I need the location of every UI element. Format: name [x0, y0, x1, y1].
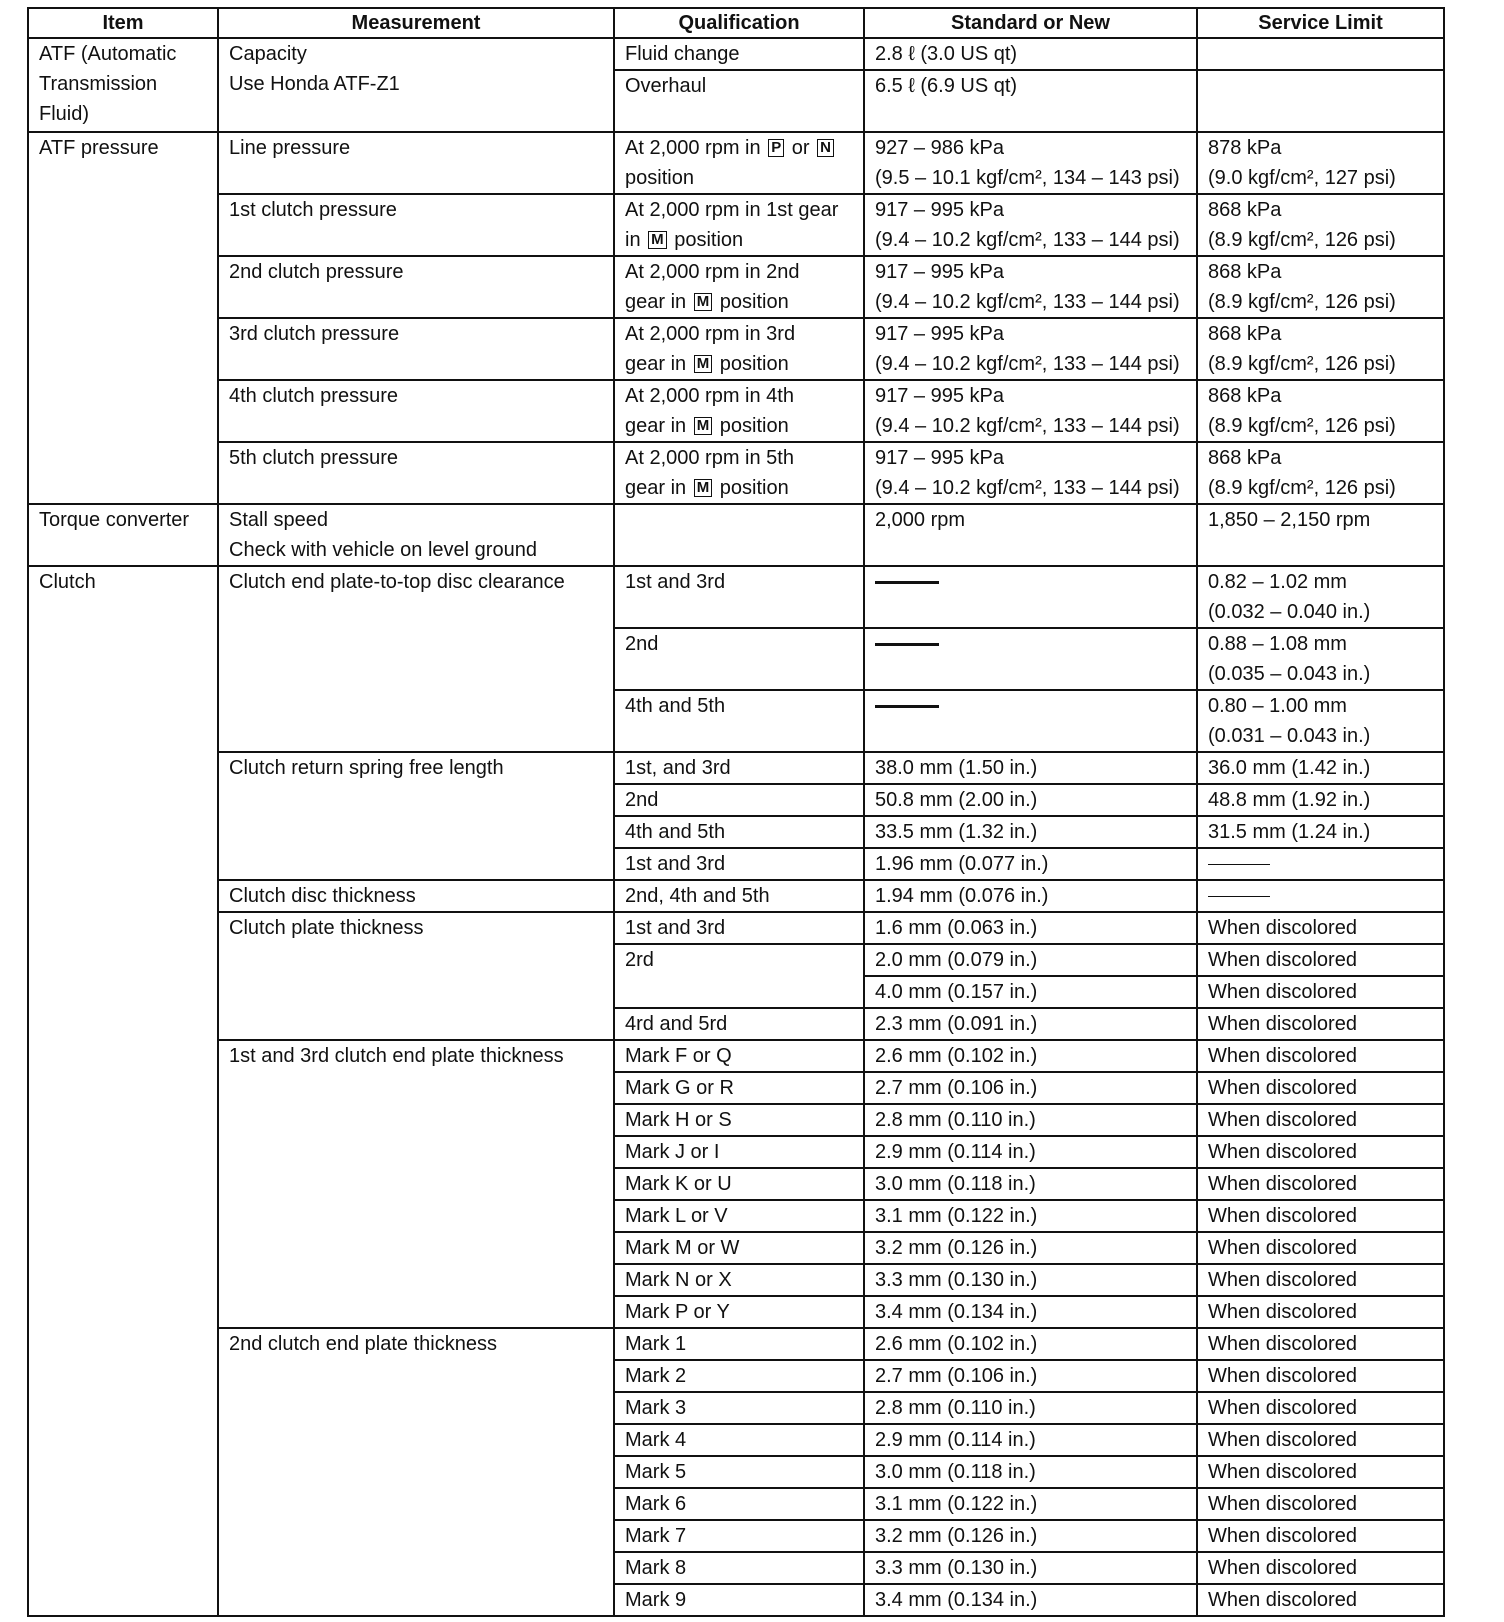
- limit-cell: [1197, 628, 1444, 690]
- qualification-cell: 2nd: [614, 628, 864, 690]
- qualification-text: or: [791, 137, 810, 159]
- standard-line: 917 – 995 kPa: [875, 447, 1004, 469]
- limit-line: 868 kPa: [1208, 261, 1282, 283]
- qualification-cell: [614, 442, 864, 504]
- qualification-line: position: [625, 167, 694, 189]
- standard-cell: 3.2 mm (0.126 in.): [864, 1520, 1197, 1552]
- measurement-cell: 2nd clutch end plate thickness: [218, 1328, 614, 1616]
- measurement-cell: Clutch end plate-to-top disc clearance: [218, 566, 614, 752]
- qualification-cell: Mark 3: [614, 1392, 864, 1424]
- limit-line: (0.035 – 0.043 in.): [1208, 663, 1371, 685]
- standard-line: 917 – 995 kPa: [875, 385, 1004, 407]
- item-atf-line: Fluid): [39, 103, 90, 125]
- qualification-cell: [614, 504, 864, 566]
- qualification-text: gear in: [625, 415, 687, 437]
- limit-line: 868 kPa: [1208, 447, 1282, 469]
- standard-line: (9.4 – 10.2 kgf/cm², 133 – 144 psi): [875, 353, 1180, 375]
- qualification-line: [625, 473, 853, 503]
- qualification-text: position: [719, 353, 789, 375]
- qualification-line: At 2,000 rpm in 4th: [625, 385, 794, 407]
- standard-cell: [864, 380, 1197, 442]
- qualification-text: gear in: [625, 291, 687, 313]
- qualification-cell: 2nd: [614, 784, 864, 816]
- item-atf: [28, 38, 218, 132]
- standard-cell: [864, 566, 1197, 628]
- qualification-text: position: [719, 477, 789, 499]
- p-position-icon: P: [768, 139, 784, 157]
- standard-line: (9.5 – 10.1 kgf/cm², 134 – 143 psi): [875, 167, 1180, 189]
- measurement-cell: 2nd clutch pressure: [218, 256, 614, 318]
- standard-cell: [864, 256, 1197, 318]
- standard-cell: 38.0 mm (1.50 in.): [864, 752, 1197, 784]
- standard-cell: [864, 442, 1197, 504]
- measurement-cell: Clutch disc thickness: [218, 880, 614, 912]
- limit-cell: When discolored: [1197, 1424, 1444, 1456]
- measurement-line: Use Honda ATF-Z1: [229, 73, 400, 95]
- standard-line: (9.4 – 10.2 kgf/cm², 133 – 144 psi): [875, 415, 1180, 437]
- standard-cell: 3.4 mm (0.134 in.): [864, 1296, 1197, 1328]
- limit-cell: 36.0 mm (1.42 in.): [1197, 752, 1444, 784]
- standard-cell: 2.0 mm (0.079 in.): [864, 944, 1197, 976]
- qualification-cell: Fluid change: [614, 38, 864, 70]
- limit-cell: [1197, 318, 1444, 380]
- qualification-cell: Mark L or V: [614, 1200, 864, 1232]
- standard-cell: 50.8 mm (2.00 in.): [864, 784, 1197, 816]
- standard-cell: 3.0 mm (0.118 in.): [864, 1456, 1197, 1488]
- header-row: [28, 8, 1444, 38]
- qualification-cell: Mark N or X: [614, 1264, 864, 1296]
- standard-cell: 3.1 mm (0.122 in.): [864, 1200, 1197, 1232]
- standard-cell: 3.0 mm (0.118 in.): [864, 1168, 1197, 1200]
- qualification-line: [625, 133, 853, 163]
- qualification-line: At 2,000 rpm in 2nd: [625, 261, 800, 283]
- standard-cell: 2.7 mm (0.106 in.): [864, 1072, 1197, 1104]
- qualification-text: position: [719, 291, 789, 313]
- measurement-capacity: [218, 38, 614, 132]
- qualification-cell: Mark 8: [614, 1552, 864, 1584]
- limit-line: (8.9 kgf/cm², 126 psi): [1208, 229, 1396, 251]
- standard-cell: 3.3 mm (0.130 in.): [864, 1264, 1197, 1296]
- standard-line: (9.4 – 10.2 kgf/cm², 133 – 144 psi): [875, 229, 1180, 251]
- measurement-cell: Clutch return spring free length: [218, 752, 614, 880]
- limit-cell: When discolored: [1197, 1296, 1444, 1328]
- m-position-icon: M: [648, 231, 667, 249]
- limit-cell: When discolored: [1197, 912, 1444, 944]
- qualification-cell: Mark H or S: [614, 1104, 864, 1136]
- limit-cell: 31.5 mm (1.24 in.): [1197, 816, 1444, 848]
- limit-cell: When discolored: [1197, 1328, 1444, 1360]
- item-torque-converter: Torque converter: [28, 504, 218, 566]
- limit-cell: When discolored: [1197, 1008, 1444, 1040]
- limit-cell: [1197, 442, 1444, 504]
- limit-cell: 48.8 mm (1.92 in.): [1197, 784, 1444, 816]
- item-atf-line: ATF (Automatic: [39, 43, 177, 65]
- header-standard: Standard or New: [864, 8, 1197, 38]
- measurement-cell: 4th clutch pressure: [218, 380, 614, 442]
- qualification-line: At 2,000 rpm in 5th: [625, 447, 794, 469]
- limit-cell: When discolored: [1197, 1360, 1444, 1392]
- qualification-cell: Mark 5: [614, 1456, 864, 1488]
- item-atf-pressure: ATF pressure: [28, 132, 218, 504]
- qualification-cell: 1st and 3rd: [614, 848, 864, 880]
- standard-cell: [864, 690, 1197, 752]
- measurement-cell: 3rd clutch pressure: [218, 318, 614, 380]
- limit-cell: When discolored: [1197, 1264, 1444, 1296]
- limit-cell: [1197, 256, 1444, 318]
- table-row: [28, 380, 1444, 442]
- table-row: [28, 38, 1444, 70]
- standard-cell: 3.2 mm (0.126 in.): [864, 1232, 1197, 1264]
- measurement-cell: [218, 504, 614, 566]
- m-position-icon: M: [694, 479, 713, 497]
- measurement-cell: 1st clutch pressure: [218, 194, 614, 256]
- qualification-cell: Mark 2: [614, 1360, 864, 1392]
- standard-cell: 4.0 mm (0.157 in.): [864, 976, 1197, 1008]
- standard-line: 917 – 995 kPa: [875, 199, 1004, 221]
- table-row: [28, 318, 1444, 380]
- limit-cell: 1,850 – 2,150 rpm: [1197, 504, 1444, 566]
- dash-mark: [875, 705, 939, 708]
- limit-cell: When discolored: [1197, 1552, 1444, 1584]
- qualification-cell: [614, 132, 864, 194]
- standard-line: 917 – 995 kPa: [875, 323, 1004, 345]
- table-row: [28, 132, 1444, 194]
- standard-cell: [864, 318, 1197, 380]
- qualification-cell: Mark J or I: [614, 1136, 864, 1168]
- qualification-text: in: [625, 229, 641, 251]
- dash-mark: [1208, 896, 1270, 898]
- qualification-cell: 4rd and 5rd: [614, 1008, 864, 1040]
- limit-cell: When discolored: [1197, 1168, 1444, 1200]
- qualification-cell: Mark 4: [614, 1424, 864, 1456]
- table-row: [28, 504, 1444, 566]
- n-position-icon: N: [817, 139, 834, 157]
- header-item: Item: [28, 8, 218, 38]
- header-qualification: Qualification: [614, 8, 864, 38]
- qualification-cell: 2rd: [614, 944, 864, 1008]
- limit-cell: When discolored: [1197, 1232, 1444, 1264]
- qualification-text: gear in: [625, 477, 687, 499]
- standard-cell: [864, 628, 1197, 690]
- qualification-text: At 2,000 rpm in: [625, 137, 761, 159]
- limit-line: 868 kPa: [1208, 323, 1282, 345]
- measurement-line: Stall speed: [229, 509, 328, 531]
- standard-cell: [864, 194, 1197, 256]
- qualification-text: position: [674, 229, 744, 251]
- limit-cell: When discolored: [1197, 1040, 1444, 1072]
- limit-line: (8.9 kgf/cm², 126 psi): [1208, 415, 1396, 437]
- qualification-cell: Mark 1: [614, 1328, 864, 1360]
- standard-line: 917 – 995 kPa: [875, 261, 1004, 283]
- limit-line: 0.80 – 1.00 mm: [1208, 695, 1347, 717]
- limit-cell: When discolored: [1197, 1520, 1444, 1552]
- qualification-cell: [614, 380, 864, 442]
- standard-cell: 3.1 mm (0.122 in.): [864, 1488, 1197, 1520]
- header-service-limit: Service Limit: [1197, 8, 1444, 38]
- measurement-line: Capacity: [229, 43, 307, 65]
- limit-cell: When discolored: [1197, 1584, 1444, 1616]
- measurement-cell: Clutch plate thickness: [218, 912, 614, 1040]
- limit-cell: [1197, 380, 1444, 442]
- limit-cell: [1197, 690, 1444, 752]
- standard-cell: 1.94 mm (0.076 in.): [864, 880, 1197, 912]
- qualification-line: [625, 349, 853, 379]
- limit-cell: When discolored: [1197, 976, 1444, 1008]
- limit-cell: When discolored: [1197, 1200, 1444, 1232]
- limit-line: (8.9 kgf/cm², 126 psi): [1208, 353, 1396, 375]
- qualification-cell: 4th and 5th: [614, 690, 864, 752]
- qualification-cell: Mark M or W: [614, 1232, 864, 1264]
- standard-cell: 6.5 ℓ (6.9 US qt): [864, 70, 1197, 132]
- standard-cell: 2.8 ℓ (3.0 US qt): [864, 38, 1197, 70]
- qualification-cell: Mark P or Y: [614, 1296, 864, 1328]
- standard-cell: 2.7 mm (0.106 in.): [864, 1360, 1197, 1392]
- table-row: [28, 752, 1444, 784]
- standard-line: (9.4 – 10.2 kgf/cm², 133 – 144 psi): [875, 477, 1180, 499]
- measurement-cell: Line pressure: [218, 132, 614, 194]
- dash-mark: [875, 581, 939, 584]
- limit-cell: [1197, 70, 1444, 132]
- qualification-cell: 1st, and 3rd: [614, 752, 864, 784]
- m-position-icon: M: [694, 293, 713, 311]
- item-clutch: Clutch: [28, 566, 218, 1616]
- qualification-cell: Mark 6: [614, 1488, 864, 1520]
- qualification-text: position: [719, 415, 789, 437]
- limit-line: 868 kPa: [1208, 199, 1282, 221]
- limit-line: 868 kPa: [1208, 385, 1282, 407]
- limit-line: (0.032 – 0.040 in.): [1208, 601, 1371, 623]
- limit-line: (0.031 – 0.043 in.): [1208, 725, 1371, 747]
- standard-cell: 2.3 mm (0.091 in.): [864, 1008, 1197, 1040]
- qualification-line: [625, 225, 853, 255]
- qualification-text: gear in: [625, 353, 687, 375]
- limit-cell: When discolored: [1197, 944, 1444, 976]
- limit-cell: [1197, 566, 1444, 628]
- item-atf-line: Transmission: [39, 73, 158, 95]
- table-row: [28, 442, 1444, 504]
- table-row: [28, 566, 1444, 628]
- qualification-cell: [614, 194, 864, 256]
- limit-line: (8.9 kgf/cm², 126 psi): [1208, 477, 1396, 499]
- standard-cell: 33.5 mm (1.32 in.): [864, 816, 1197, 848]
- limit-line: (9.0 kgf/cm², 127 psi): [1208, 167, 1396, 189]
- limit-cell: [1197, 38, 1444, 70]
- standard-cell: 2.8 mm (0.110 in.): [864, 1104, 1197, 1136]
- limit-cell: [1197, 880, 1444, 912]
- limit-line: 0.88 – 1.08 mm: [1208, 633, 1347, 655]
- standard-cell: 2.6 mm (0.102 in.): [864, 1328, 1197, 1360]
- qualification-cell: Mark G or R: [614, 1072, 864, 1104]
- measurement-cell: 5th clutch pressure: [218, 442, 614, 504]
- standard-cell: 1.96 mm (0.077 in.): [864, 848, 1197, 880]
- qualification-cell: 1st and 3rd: [614, 912, 864, 944]
- limit-cell: When discolored: [1197, 1136, 1444, 1168]
- limit-cell: [1197, 848, 1444, 880]
- header-measurement: Measurement: [218, 8, 614, 38]
- qualification-cell: Mark 7: [614, 1520, 864, 1552]
- standard-cell: 2.9 mm (0.114 in.): [864, 1136, 1197, 1168]
- qualification-line: [625, 287, 853, 317]
- qualification-cell: [614, 256, 864, 318]
- limit-cell: When discolored: [1197, 1072, 1444, 1104]
- qualification-line: [625, 411, 853, 441]
- limit-cell: [1197, 194, 1444, 256]
- qualification-cell: Mark K or U: [614, 1168, 864, 1200]
- limit-cell: When discolored: [1197, 1392, 1444, 1424]
- standard-cell: 3.4 mm (0.134 in.): [864, 1584, 1197, 1616]
- limit-cell: [1197, 132, 1444, 194]
- measurement-cell: 1st and 3rd clutch end plate thickness: [218, 1040, 614, 1328]
- qualification-line: At 2,000 rpm in 1st gear: [625, 199, 839, 221]
- standard-cell: 3.3 mm (0.130 in.): [864, 1552, 1197, 1584]
- qualification-cell: Mark F or Q: [614, 1040, 864, 1072]
- qualification-cell: [614, 318, 864, 380]
- limit-line: 0.82 – 1.02 mm: [1208, 571, 1347, 593]
- standard-line: (9.4 – 10.2 kgf/cm², 133 – 144 psi): [875, 291, 1180, 313]
- qualification-cell: 2nd, 4th and 5th: [614, 880, 864, 912]
- qualification-cell: Overhaul: [614, 70, 864, 132]
- table-row: [28, 194, 1444, 256]
- standard-line: 927 – 986 kPa: [875, 137, 1004, 159]
- table-row: [28, 1328, 1444, 1360]
- table-row: [28, 912, 1444, 944]
- qualification-line: At 2,000 rpm in 3rd: [625, 323, 796, 345]
- limit-cell: When discolored: [1197, 1456, 1444, 1488]
- dash-mark: [1208, 864, 1270, 866]
- limit-line: (8.9 kgf/cm², 126 psi): [1208, 291, 1396, 313]
- standard-cell: [864, 132, 1197, 194]
- qualification-cell: 1st and 3rd: [614, 566, 864, 628]
- measurement-line: Check with vehicle on level ground: [229, 539, 537, 561]
- standard-cell: 1.6 mm (0.063 in.): [864, 912, 1197, 944]
- qualification-cell: 4th and 5th: [614, 816, 864, 848]
- standard-cell: 2.9 mm (0.114 in.): [864, 1424, 1197, 1456]
- limit-cell: When discolored: [1197, 1104, 1444, 1136]
- standard-cell: 2.6 mm (0.102 in.): [864, 1040, 1197, 1072]
- table-row: [28, 880, 1444, 912]
- m-position-icon: M: [694, 355, 713, 373]
- qualification-cell: Mark 9: [614, 1584, 864, 1616]
- limit-line: 878 kPa: [1208, 137, 1282, 159]
- standard-cell: 2,000 rpm: [864, 504, 1197, 566]
- dash-mark: [875, 643, 939, 646]
- spec-table: [27, 7, 1445, 1617]
- table-row: [28, 1040, 1444, 1072]
- standard-cell: 2.8 mm (0.110 in.): [864, 1392, 1197, 1424]
- limit-cell: When discolored: [1197, 1488, 1444, 1520]
- m-position-icon: M: [694, 417, 713, 435]
- table-row: [28, 256, 1444, 318]
